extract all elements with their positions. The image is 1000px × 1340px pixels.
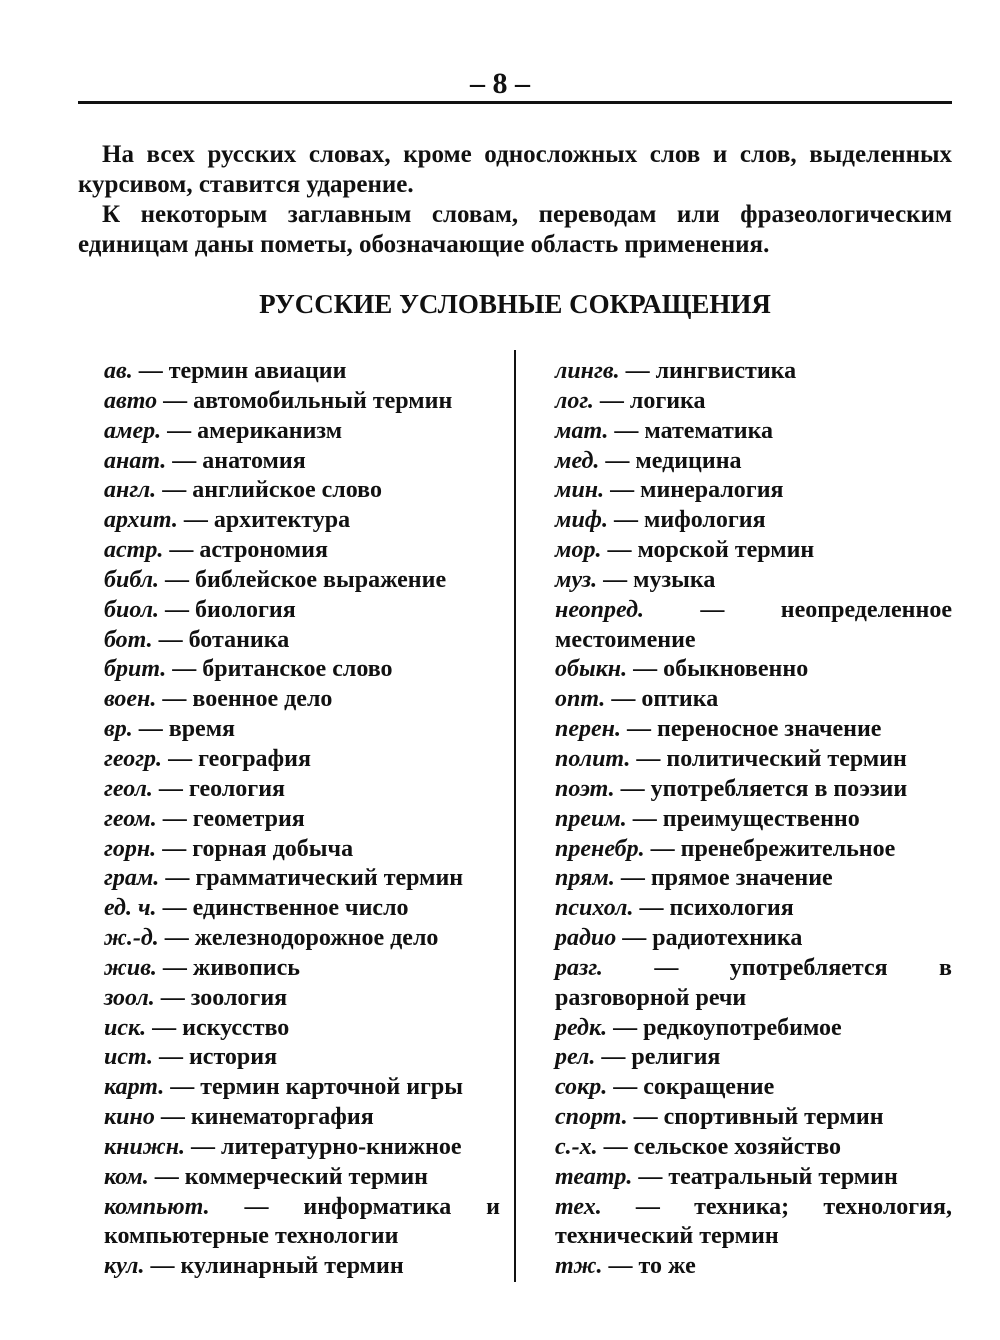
abbreviation-meaning: — религия bbox=[601, 1044, 721, 1071]
abbreviation-meaning: — география bbox=[168, 745, 311, 772]
abbreviation-entry bbox=[104, 805, 500, 835]
abbreviation-entry bbox=[104, 626, 500, 656]
abbreviation-term: компьют. bbox=[104, 1193, 210, 1220]
abbreviation-term: поэт. bbox=[555, 775, 615, 802]
abbreviation-entry bbox=[104, 357, 500, 387]
abbreviation-meaning: — биология bbox=[165, 596, 296, 623]
abbreviation-meaning: — грамматический термин bbox=[165, 865, 464, 892]
abbreviation-meaning: — геология bbox=[158, 775, 286, 802]
abbreviation-meaning: — неопределенное местоимение bbox=[555, 596, 952, 653]
abbreviation-entry bbox=[104, 536, 500, 566]
abbreviation-term: библ. bbox=[104, 566, 160, 593]
abbreviation-term: редк. bbox=[555, 1014, 608, 1041]
abbreviation-entry bbox=[555, 805, 952, 835]
abbreviation-entry bbox=[104, 835, 500, 865]
abbreviation-term: карт. bbox=[104, 1074, 165, 1101]
abbreviation-term: спорт. bbox=[555, 1104, 628, 1131]
abbreviation-meaning: — астрономия bbox=[169, 537, 328, 564]
abbreviation-meaning: — переносное значение bbox=[626, 716, 882, 743]
abbreviation-entry bbox=[555, 864, 952, 894]
abbreviation-meaning: — горная добыча bbox=[162, 835, 354, 862]
abbreviation-meaning: — кулинарный термин bbox=[150, 1253, 404, 1280]
abbreviation-entry bbox=[104, 387, 500, 417]
abbreviation-term: муз. bbox=[555, 566, 598, 593]
abbreviation-entry bbox=[104, 1043, 500, 1073]
abbreviation-entry bbox=[104, 596, 500, 626]
abbreviation-meaning: — ботаника bbox=[158, 626, 290, 653]
abbreviation-entry bbox=[104, 924, 500, 954]
abbreviation-meaning: — лингвистика bbox=[625, 358, 797, 384]
abbreviation-entry bbox=[555, 566, 952, 596]
abbreviation-term: тех. bbox=[555, 1193, 602, 1220]
intro-text bbox=[78, 140, 952, 260]
abbreviation-meaning: — употребляется в разговорной речи bbox=[555, 954, 952, 1011]
abbreviation-meaning: — сельское хозяйство bbox=[603, 1133, 842, 1160]
abbreviation-term: астр. bbox=[104, 537, 164, 564]
abbreviation-entry bbox=[555, 954, 952, 1014]
abbreviation-meaning: — обыкновенно bbox=[633, 656, 809, 683]
abbreviation-entry bbox=[555, 1043, 952, 1073]
abbreviation-meaning: — военное дело bbox=[162, 686, 333, 713]
abbreviation-term: неопред. bbox=[555, 596, 644, 623]
abbreviation-term: амер. bbox=[104, 417, 162, 444]
abbreviation-meaning: — минералогия bbox=[610, 477, 784, 504]
abbreviation-meaning: — единственное число bbox=[162, 895, 409, 922]
abbreviation-meaning: — зоология bbox=[160, 984, 288, 1011]
abbreviation-term: зоол. bbox=[104, 984, 155, 1011]
abbreviation-entry bbox=[555, 387, 952, 417]
intro-paragraph: К некоторым заглавным словам, переводам или фразеологическим единицам даны пометы, обозначающие область применения. bbox=[78, 201, 952, 258]
abbreviation-meaning: — термин карточной игры bbox=[170, 1074, 463, 1101]
abbreviation-term: мор. bbox=[555, 537, 602, 564]
abbreviation-meaning: — геометрия bbox=[162, 805, 305, 832]
abbreviation-term: книжн. bbox=[104, 1133, 186, 1160]
abbreviation-meaning: — спортивный термин bbox=[633, 1104, 884, 1131]
abbreviation-term: воен. bbox=[104, 686, 157, 713]
abbreviation-meaning: — прямое значение bbox=[620, 865, 833, 892]
abbreviation-entry bbox=[104, 476, 500, 506]
abbreviation-meaning: — мифология bbox=[613, 507, 766, 534]
column-divider bbox=[514, 350, 516, 1282]
abbreviation-term: геогр. bbox=[104, 745, 163, 772]
abbreviations-column-right bbox=[555, 357, 952, 1282]
abbreviation-entry bbox=[104, 655, 500, 685]
abbreviation-meaning: — сокращение bbox=[613, 1074, 775, 1101]
abbreviation-entry bbox=[555, 506, 952, 536]
abbreviation-meaning: — психология bbox=[639, 895, 794, 922]
abbreviation-term: пренебр. bbox=[555, 835, 645, 862]
abbreviation-entry bbox=[104, 1163, 500, 1193]
abbreviation-term: лингв. bbox=[555, 358, 620, 384]
abbreviation-meaning: — пренебрежительное bbox=[650, 835, 896, 862]
abbreviation-term: кул. bbox=[104, 1253, 145, 1280]
abbreviation-term: англ. bbox=[104, 477, 157, 504]
abbreviation-entry bbox=[104, 954, 500, 984]
abbreviation-meaning: — информатика и компьютерные технологии bbox=[104, 1193, 501, 1250]
abbreviation-entry bbox=[104, 685, 500, 715]
abbreviation-term: сокр. bbox=[555, 1074, 608, 1101]
abbreviation-meaning: — искусство bbox=[152, 1014, 290, 1041]
abbreviation-term: геол. bbox=[104, 775, 153, 802]
abbreviation-entry bbox=[104, 417, 500, 447]
abbreviation-term: вр. bbox=[104, 716, 133, 743]
abbreviation-meaning: — оптика bbox=[611, 686, 719, 713]
abbreviation-meaning: — математика bbox=[614, 417, 774, 444]
abbreviation-term: мин. bbox=[555, 477, 605, 504]
abbreviation-meaning: — живопись bbox=[162, 954, 300, 981]
abbreviation-entry bbox=[555, 1193, 952, 1253]
abbreviation-entry bbox=[555, 655, 952, 685]
abbreviation-meaning: — политический термин bbox=[636, 745, 907, 772]
abbreviation-entry bbox=[555, 536, 952, 566]
abbreviation-entry bbox=[555, 685, 952, 715]
abbreviation-term: бот. bbox=[104, 626, 153, 653]
abbreviation-meaning: — то же bbox=[608, 1253, 696, 1280]
abbreviation-meaning: — железнодорожное дело bbox=[164, 925, 439, 952]
abbreviation-entry bbox=[555, 894, 952, 924]
abbreviation-entry bbox=[104, 566, 500, 596]
abbreviation-meaning: — время bbox=[138, 716, 236, 743]
abbreviation-entry bbox=[104, 775, 500, 805]
abbreviation-term: авто bbox=[104, 387, 158, 414]
abbreviation-entry bbox=[555, 835, 952, 865]
abbreviation-term: опт. bbox=[555, 686, 606, 713]
abbreviation-entry bbox=[104, 864, 500, 894]
abbreviation-term: ком. bbox=[104, 1163, 149, 1190]
abbreviation-term: брит. bbox=[104, 656, 167, 683]
abbreviation-meaning: — автомобильный термин bbox=[163, 387, 453, 414]
abbreviation-term: биол. bbox=[104, 596, 160, 623]
abbreviation-term: грам. bbox=[104, 865, 160, 892]
abbreviation-meaning: — коммерческий термин bbox=[154, 1163, 428, 1190]
abbreviation-entry bbox=[555, 745, 952, 775]
header-rule bbox=[78, 101, 952, 104]
abbreviation-entry bbox=[555, 447, 952, 477]
abbreviation-entry bbox=[555, 775, 952, 805]
abbreviation-entry bbox=[104, 1103, 500, 1133]
abbreviation-term: тж. bbox=[555, 1253, 603, 1280]
abbreviation-entry bbox=[555, 924, 952, 954]
abbreviation-meaning: — американизм bbox=[167, 417, 343, 444]
abbreviation-meaning: — архитектура bbox=[183, 507, 351, 534]
abbreviation-meaning: — термин авиации bbox=[138, 358, 347, 384]
abbreviation-term: с.-х. bbox=[555, 1133, 598, 1160]
abbreviation-entry bbox=[555, 1252, 952, 1282]
abbreviation-meaning: — морской термин bbox=[607, 537, 815, 564]
abbreviation-term: ист. bbox=[104, 1044, 153, 1071]
abbreviation-term: рел. bbox=[555, 1044, 596, 1071]
abbreviation-term: лог. bbox=[555, 387, 594, 414]
section-title: РУССКИЕ УСЛОВНЫЕ СОКРАЩЕНИЯ bbox=[259, 289, 771, 319]
abbreviation-meaning: — анатомия bbox=[172, 447, 306, 474]
abbreviation-meaning: — кинематоргафия bbox=[160, 1104, 374, 1131]
abbreviation-entry bbox=[104, 1073, 500, 1103]
abbreviation-entry bbox=[555, 1073, 952, 1103]
abbreviation-meaning: — медицина bbox=[605, 447, 742, 474]
abbreviation-meaning: — музыка bbox=[603, 566, 716, 593]
abbreviation-meaning: — театральный термин bbox=[638, 1163, 898, 1190]
abbreviation-meaning: — употребляется в поэзии bbox=[620, 775, 908, 802]
abbreviation-entry bbox=[104, 1193, 500, 1253]
abbreviation-entry bbox=[104, 894, 500, 924]
abbreviation-term: мат. bbox=[555, 417, 609, 444]
abbreviation-meaning: — библейское выражение bbox=[165, 566, 447, 593]
abbreviation-term: ж.-д. bbox=[104, 925, 159, 952]
abbreviation-term: полит. bbox=[555, 745, 631, 772]
abbreviation-entry bbox=[104, 984, 500, 1014]
abbreviation-term: театр. bbox=[555, 1163, 633, 1190]
abbreviation-term: жив. bbox=[104, 954, 157, 981]
abbreviation-term: прям. bbox=[555, 865, 615, 892]
abbreviation-meaning: — британское слово bbox=[172, 656, 393, 683]
abbreviation-entry bbox=[555, 1103, 952, 1133]
abbreviation-term: разг. bbox=[555, 954, 603, 981]
abbreviation-entry bbox=[555, 596, 952, 656]
abbreviation-meaning: — преимущественно bbox=[632, 805, 860, 832]
abbreviation-meaning: — история bbox=[158, 1044, 278, 1071]
abbreviation-term: ав. bbox=[104, 358, 133, 384]
abbreviation-meaning: — логика bbox=[599, 387, 706, 414]
intro-paragraph: На всех русских словах, кроме односложных слов и слов, выделенных курсивом, ставится ударение. bbox=[78, 141, 952, 198]
abbreviation-term: мед. bbox=[555, 447, 600, 474]
abbreviation-term: геом. bbox=[104, 805, 157, 832]
abbreviation-entry bbox=[104, 745, 500, 775]
abbreviation-entry bbox=[555, 417, 952, 447]
abbreviation-entry bbox=[555, 1133, 952, 1163]
abbreviation-term: горн. bbox=[104, 835, 157, 862]
abbreviation-meaning: — редкоупотребимое bbox=[613, 1014, 842, 1041]
abbreviation-entry bbox=[555, 715, 952, 745]
page-number: – 8 – bbox=[470, 67, 530, 100]
abbreviation-entry bbox=[104, 1014, 500, 1044]
abbreviation-term: архит. bbox=[104, 507, 178, 534]
abbreviation-meaning: — техника; технология, технический термин bbox=[555, 1193, 952, 1250]
abbreviation-term: перен. bbox=[555, 716, 621, 743]
abbreviation-entry bbox=[104, 1252, 500, 1282]
abbreviation-term: анат. bbox=[104, 447, 167, 474]
abbreviation-term: ед. ч. bbox=[104, 895, 157, 922]
abbreviation-entry bbox=[555, 357, 952, 387]
abbreviation-term: кино bbox=[104, 1104, 155, 1131]
abbreviation-meaning: — английское слово bbox=[162, 477, 382, 504]
abbreviation-entry bbox=[104, 1133, 500, 1163]
abbreviation-meaning: — радиотехника bbox=[622, 925, 803, 952]
abbreviations-column-left bbox=[104, 357, 500, 1282]
abbreviation-term: психол. bbox=[555, 895, 634, 922]
abbreviation-term: преим. bbox=[555, 805, 627, 832]
abbreviation-term: миф. bbox=[555, 507, 608, 534]
abbreviation-entry bbox=[555, 1163, 952, 1193]
abbreviation-entry bbox=[104, 447, 500, 477]
abbreviation-entry bbox=[555, 476, 952, 506]
abbreviation-term: иск. bbox=[104, 1014, 147, 1041]
abbreviation-term: обыкн. bbox=[555, 656, 628, 683]
abbreviation-entry bbox=[104, 715, 500, 745]
abbreviation-entry bbox=[104, 506, 500, 536]
abbreviation-entry bbox=[555, 1014, 952, 1044]
abbreviation-term: радио bbox=[555, 925, 617, 952]
abbreviation-meaning: — литературно-книжное bbox=[191, 1133, 462, 1160]
